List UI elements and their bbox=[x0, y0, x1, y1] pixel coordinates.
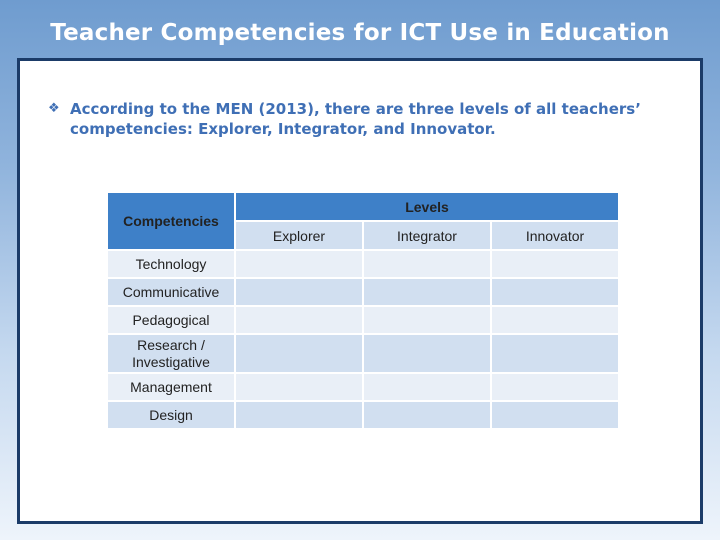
explorer-cell bbox=[235, 401, 363, 429]
table-row bbox=[107, 306, 619, 334]
table-row bbox=[107, 401, 619, 429]
innovator-cell bbox=[491, 250, 619, 278]
slide-title: Teacher Competencies for ICT Use in Education bbox=[50, 20, 670, 46]
innovator-cell bbox=[491, 278, 619, 306]
level-header-innovator: Innovator bbox=[491, 221, 619, 250]
explorer-cell bbox=[235, 278, 363, 306]
explorer-cell bbox=[235, 250, 363, 278]
bullet-text: According to the MEN (2013), there are three levels of all teachers’ competencies: Explorer, Integrator, and Innovator. bbox=[70, 100, 641, 138]
explorer-cell bbox=[235, 334, 363, 373]
innovator-cell bbox=[491, 373, 619, 401]
integrator-cell bbox=[363, 334, 491, 373]
integrator-cell bbox=[363, 306, 491, 334]
header-levels: Levels bbox=[235, 192, 619, 221]
integrator-cell bbox=[363, 401, 491, 429]
integrator-cell bbox=[363, 373, 491, 401]
table-row bbox=[107, 278, 619, 306]
bullet-point bbox=[48, 99, 668, 139]
innovator-cell bbox=[491, 306, 619, 334]
competency-cell: Pedagogical bbox=[107, 306, 235, 334]
competency-cell: Technology bbox=[107, 250, 235, 278]
competencies-table bbox=[106, 191, 620, 430]
level-header-integrator: Integrator bbox=[363, 221, 491, 250]
competency-cell: Design bbox=[107, 401, 235, 429]
innovator-cell bbox=[491, 334, 619, 373]
explorer-cell bbox=[235, 306, 363, 334]
diamond-bullet-icon: ❖ bbox=[48, 101, 60, 116]
explorer-cell bbox=[235, 373, 363, 401]
header-competencies: Competencies bbox=[107, 192, 235, 250]
table-row bbox=[107, 373, 619, 401]
integrator-cell bbox=[363, 278, 491, 306]
table-row bbox=[107, 334, 619, 373]
level-header-explorer: Explorer bbox=[235, 221, 363, 250]
table-row bbox=[107, 250, 619, 278]
competency-cell: Communicative bbox=[107, 278, 235, 306]
integrator-cell bbox=[363, 250, 491, 278]
innovator-cell bbox=[491, 401, 619, 429]
competency-cell: Management bbox=[107, 373, 235, 401]
competency-cell: Research / Investigative bbox=[107, 334, 235, 373]
content-box bbox=[17, 58, 703, 524]
